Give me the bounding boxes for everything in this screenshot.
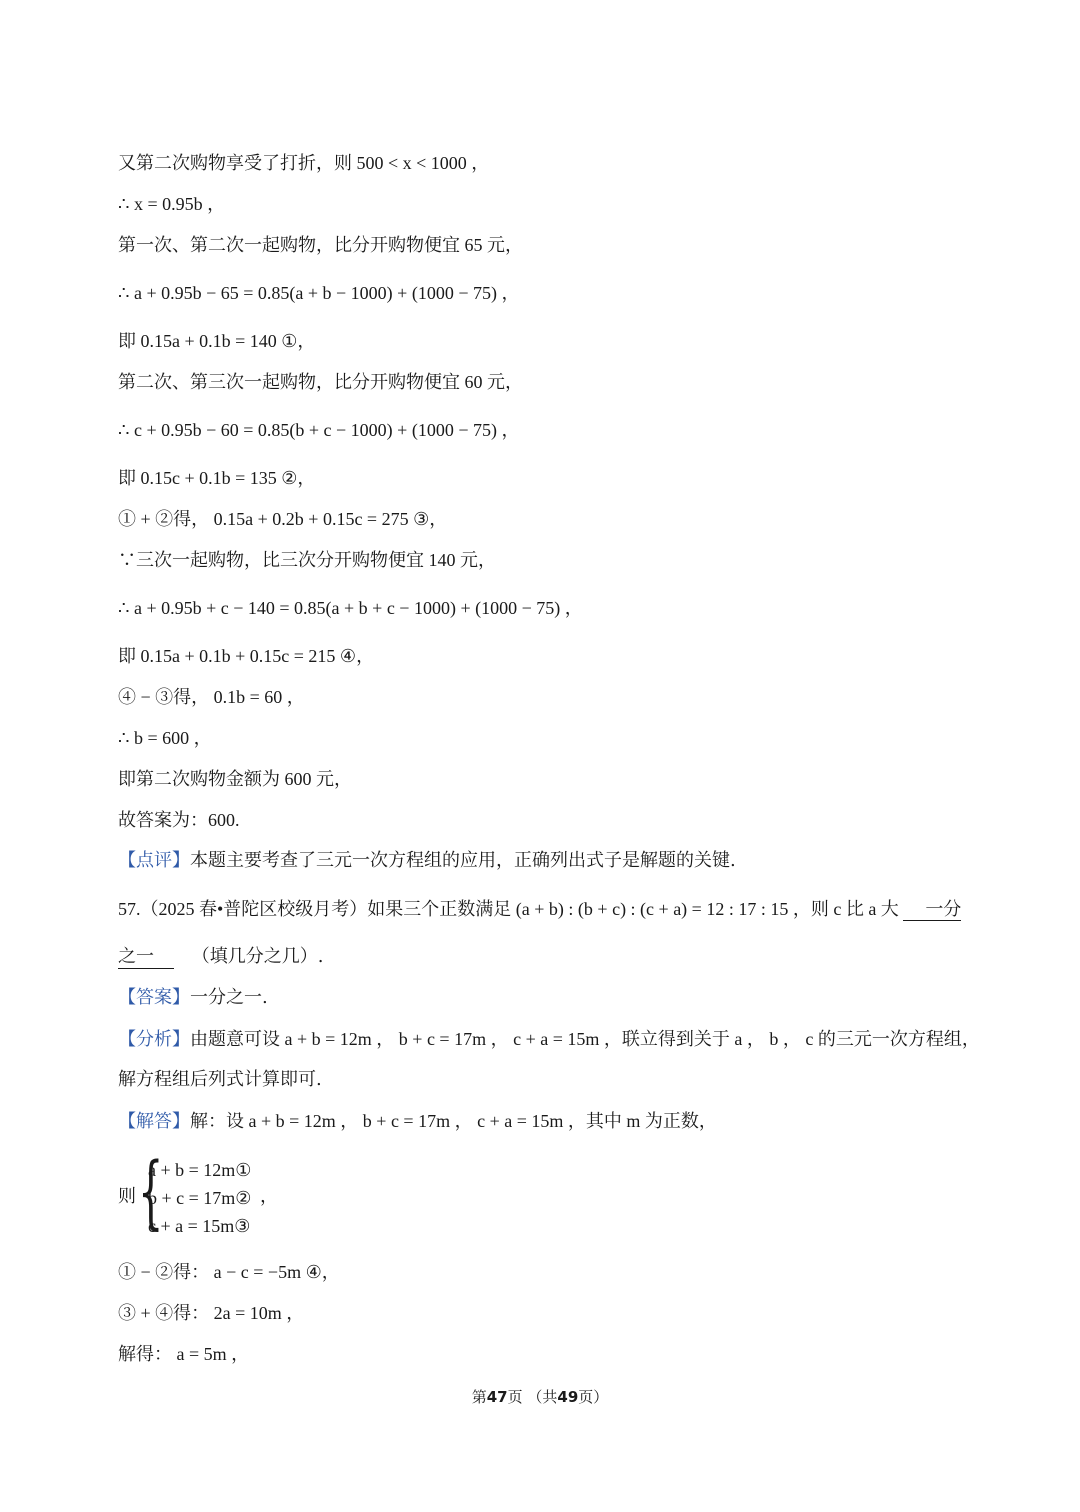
comment-line: [118, 849, 736, 873]
question-line: [118, 897, 961, 921]
analysis-line: [118, 1027, 980, 1051]
solution-line: 故答案为：600.: [118, 810, 240, 830]
answer-blank-part2: 之一: [118, 946, 174, 969]
answer-tag: 【答案】: [118, 987, 190, 1008]
comment-text: 本题主要考查了三元一次方程组的应用，正确列出式子是解题的关键.: [190, 850, 736, 871]
solution-tag: 【解答】: [118, 1111, 190, 1131]
footer-suffix: 页）: [578, 1388, 609, 1406]
equation-list: [148, 1156, 251, 1240]
comment-tag: 【点评】: [118, 850, 190, 871]
solution-intro-line: [118, 1109, 717, 1133]
total-page-count: 49: [557, 1388, 579, 1406]
answer-line: [118, 986, 268, 1010]
solution-line: ∴ b = 600 ，: [118, 728, 212, 748]
step-line: ① − ②得： a − c = −5m ④，: [118, 1262, 340, 1282]
equation: a + b = 12m①: [148, 1160, 252, 1180]
step-line: 解得： a = 5m ，: [118, 1344, 250, 1364]
solution-line: ④ − ③得， 0.1b = 60 ，: [118, 687, 305, 707]
solution-line: ∴ a + 0.95b + c − 140 = 0.85(a + b + c − 1000) + (1000 − 75) ，: [118, 598, 583, 618]
current-page-number: 47: [486, 1388, 508, 1406]
analysis-text: 由题意可设 a + b = 12m ， b + c = 17m ， c + a = 15m ，联立得到关于 a ， b ， c 的三元一次方程组，: [190, 1029, 980, 1049]
left-brace: {: [138, 1145, 164, 1238]
solution-line: ∴ c + 0.95b − 60 = 0.85(b + c − 1000) + (1000 − 75) ，: [118, 420, 520, 440]
solution-line: 第二次、第三次一起购物，比分开购物便宜 60 元，: [118, 372, 523, 392]
system-tail: ，: [260, 1186, 278, 1206]
solution-line: 即 0.15c + 0.1b = 135 ②，: [118, 468, 316, 488]
question-line-continued: [118, 945, 323, 969]
question-suffix: （填几分之几）.: [191, 946, 324, 967]
footer-middle: 页 （共: [507, 1388, 558, 1406]
solution-line: ∵三次一起购物，比三次分开购物便宜 140 元，: [118, 550, 496, 570]
solution-line: 即 0.15a + 0.1b = 140 ①，: [118, 331, 316, 351]
answer-blank-part1: 一分: [903, 898, 961, 921]
step-line: ③ + ④得： 2a = 10m ，: [118, 1303, 305, 1323]
page-footer: [0, 1386, 1080, 1407]
solution-line: 即第二次购物金额为 600 元，: [118, 769, 352, 789]
equation: b + c = 17m②: [148, 1188, 252, 1208]
solution-text: 解：设 a + b = 12m ， b + c = 17m ， c + a = 15m ，其中 m 为正数，: [190, 1111, 717, 1131]
analysis-tag: 【分析】: [118, 1029, 190, 1049]
analysis-line-continued: 解方程组后列式计算即可.: [118, 1069, 322, 1090]
solution-line: 又第二次购物享受了打折，则 500 < x < 1000 ，: [118, 153, 490, 173]
question-text: 57.（2025 春•普陀区校级月考）如果三个正数满足 (a + b) : (b + c) : (c + a) = 12 : 17 : 15 ，则 c 比 a 大: [118, 899, 899, 919]
equation: c + a = 15m③: [148, 1216, 251, 1236]
solution-line: ① + ②得， 0.15a + 0.2b + 0.15c = 275 ③，: [118, 509, 448, 529]
solution-line: ∴ x = 0.95b ，: [118, 194, 226, 214]
answer-text: 一分之一.: [190, 987, 268, 1008]
solution-line: ∴ a + 0.95b − 65 = 0.85(a + b − 1000) + (1000 − 75) ，: [118, 283, 520, 303]
solution-line: 即 0.15a + 0.1b + 0.15c = 215 ④，: [118, 646, 375, 666]
footer-prefix: 第: [471, 1388, 487, 1406]
solution-line: 第一次、第二次一起购物，比分开购物便宜 65 元，: [118, 235, 523, 255]
system-lead: 则: [118, 1186, 136, 1206]
